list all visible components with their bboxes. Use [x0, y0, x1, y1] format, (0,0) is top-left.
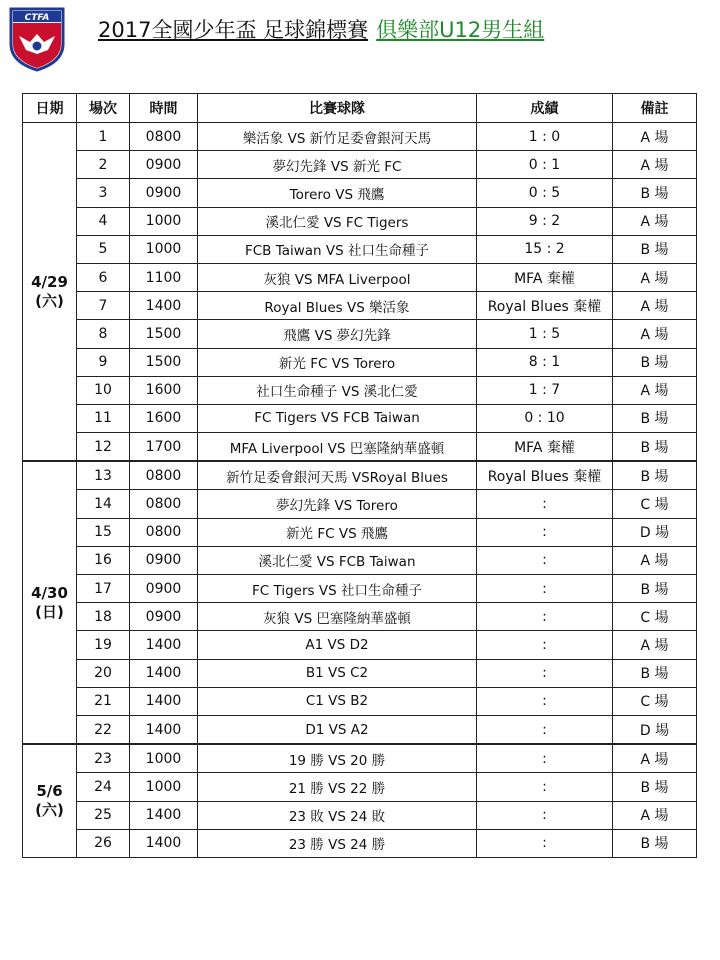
match-result-cell: : [477, 773, 613, 801]
table-row [23, 348, 697, 376]
table-row [23, 151, 697, 179]
match-teams-cell: 23 敗 VS 24 敗 [198, 801, 477, 829]
match-result-cell: : [477, 801, 613, 829]
match-teams-cell: Torero VS 飛鷹 [198, 179, 477, 207]
match-field-cell: A 場 [613, 207, 697, 235]
match-time-cell: 1400 [130, 829, 198, 857]
match-number-cell: 16 [77, 546, 130, 574]
match-teams-cell: A1 VS D2 [198, 631, 477, 659]
table-row [23, 687, 697, 715]
match-teams-cell: 新光 FC VS Torero [198, 348, 477, 376]
match-time-cell: 0800 [130, 123, 198, 151]
match-teams-cell: 溪北仁愛 VS FCB Taiwan [198, 546, 477, 574]
match-teams-cell: 夢幻先鋒 VS Torero [198, 490, 477, 518]
match-weekday: (日) [35, 602, 64, 621]
match-result-cell: : [477, 659, 613, 687]
match-result-cell: : [477, 546, 613, 574]
match-time-cell: 0800 [130, 490, 198, 518]
match-result-cell: 0 : 1 [477, 151, 613, 179]
table-row [23, 518, 697, 546]
match-result-cell: MFA 棄權 [477, 263, 613, 291]
match-result-cell: : [477, 744, 613, 773]
match-result-cell: 1 : 7 [477, 376, 613, 404]
match-teams-cell: FC Tigers VS FCB Taiwan [198, 404, 477, 432]
match-field-cell: D 場 [613, 715, 697, 744]
table-row [23, 773, 697, 801]
match-teams-cell: C1 VS B2 [198, 687, 477, 715]
match-field-cell: B 場 [613, 773, 697, 801]
table-row [23, 320, 697, 348]
match-time-cell: 1400 [130, 715, 198, 744]
match-time-cell: 1500 [130, 320, 198, 348]
column-header-result: 成績 [477, 94, 613, 123]
match-result-cell: 9 : 2 [477, 207, 613, 235]
match-number-cell: 18 [77, 603, 130, 631]
table-row [23, 575, 697, 603]
match-time-cell: 0900 [130, 546, 198, 574]
match-result-cell: Royal Blues 棄權 [477, 461, 613, 490]
table-row [23, 235, 697, 263]
match-field-cell: A 場 [613, 546, 697, 574]
match-field-cell: A 場 [613, 744, 697, 773]
match-field-cell: C 場 [613, 687, 697, 715]
svg-text:CTFA: CTFA [24, 13, 50, 23]
match-teams-cell: D1 VS A2 [198, 715, 477, 744]
match-number-cell: 3 [77, 179, 130, 207]
match-number-cell: 26 [77, 829, 130, 857]
match-result-cell: 8 : 1 [477, 348, 613, 376]
match-teams-cell: 21 勝 VS 22 勝 [198, 773, 477, 801]
match-result-cell: : [477, 687, 613, 715]
table-body [23, 123, 697, 858]
match-time-cell: 0900 [130, 603, 198, 631]
date-cell [23, 123, 77, 462]
table-row [23, 801, 697, 829]
match-field-cell: A 場 [613, 631, 697, 659]
match-number-cell: 12 [77, 433, 130, 462]
match-number-cell: 10 [77, 376, 130, 404]
table-row [23, 744, 697, 773]
match-result-cell: 0 : 5 [477, 179, 613, 207]
match-weekday: (六) [35, 801, 64, 819]
match-teams-cell: 19 勝 VS 20 勝 [198, 744, 477, 773]
match-teams-cell: 新光 FC VS 飛鷹 [198, 518, 477, 546]
table-row [23, 546, 697, 574]
match-result-cell: 1 : 5 [477, 320, 613, 348]
table-row [23, 179, 697, 207]
match-result-cell: 15 : 2 [477, 235, 613, 263]
match-field-cell: A 場 [613, 376, 697, 404]
match-teams-cell: 溪北仁愛 VS FC Tigers [198, 207, 477, 235]
table-row [23, 715, 697, 744]
match-number-cell: 24 [77, 773, 130, 801]
match-result-cell: : [477, 490, 613, 518]
table-row [23, 292, 697, 320]
match-schedule-table [22, 93, 697, 858]
match-number-cell: 5 [77, 235, 130, 263]
table-row [23, 123, 697, 151]
match-number-cell: 6 [77, 263, 130, 291]
tournament-title: 2017全國少年盃 足球錦標賽 [98, 18, 369, 42]
match-time-cell: 1500 [130, 348, 198, 376]
match-number-cell: 22 [77, 715, 130, 744]
match-time-cell: 1400 [130, 631, 198, 659]
match-field-cell: A 場 [613, 123, 697, 151]
match-time-cell: 1600 [130, 404, 198, 432]
match-number-cell: 9 [77, 348, 130, 376]
match-time-cell: 1400 [130, 687, 198, 715]
match-teams-cell: Royal Blues VS 樂活象 [198, 292, 477, 320]
match-field-cell: A 場 [613, 151, 697, 179]
page-title [98, 14, 544, 44]
column-header-time: 時間 [130, 94, 198, 123]
column-header-notes: 備註 [613, 94, 697, 123]
table-row [23, 829, 697, 857]
match-number-cell: 7 [77, 292, 130, 320]
page-header [0, 0, 720, 80]
match-result-cell: : [477, 518, 613, 546]
match-field-cell: B 場 [613, 461, 697, 490]
match-time-cell: 1400 [130, 801, 198, 829]
match-weekday: (六) [35, 291, 64, 310]
table-row [23, 263, 697, 291]
match-result-cell: : [477, 603, 613, 631]
table-row [23, 433, 697, 462]
match-number-cell: 20 [77, 659, 130, 687]
match-result-cell: MFA 棄權 [477, 433, 613, 462]
match-result-cell: 0 : 10 [477, 404, 613, 432]
match-teams-cell: 飛鷹 VS 夢幻先鋒 [198, 320, 477, 348]
match-time-cell: 1400 [130, 659, 198, 687]
match-time-cell: 1100 [130, 263, 198, 291]
match-result-cell: : [477, 575, 613, 603]
match-field-cell: C 場 [613, 603, 697, 631]
match-number-cell: 23 [77, 744, 130, 773]
match-date: 4/30 [31, 583, 68, 602]
match-field-cell: A 場 [613, 263, 697, 291]
match-field-cell: D 場 [613, 518, 697, 546]
match-number-cell: 25 [77, 801, 130, 829]
match-teams-cell: MFA Liverpool VS 巴塞隆納華盛頓 [198, 433, 477, 462]
match-number-cell: 13 [77, 461, 130, 490]
column-header-teams: 比賽球隊 [198, 94, 477, 123]
match-teams-cell: B1 VS C2 [198, 659, 477, 687]
match-field-cell: B 場 [613, 404, 697, 432]
match-number-cell: 21 [77, 687, 130, 715]
match-field-cell: B 場 [613, 659, 697, 687]
match-time-cell: 0800 [130, 461, 198, 490]
table-row [23, 207, 697, 235]
match-number-cell: 1 [77, 123, 130, 151]
table-row [23, 461, 697, 490]
match-result-cell: 1 : 0 [477, 123, 613, 151]
match-teams-cell: 23 勝 VS 24 勝 [198, 829, 477, 857]
match-date: 4/29 [31, 272, 68, 291]
match-teams-cell: 新竹足委會銀河天馬 VSRoyal Blues [198, 461, 477, 490]
match-time-cell: 1600 [130, 376, 198, 404]
match-field-cell: B 場 [613, 235, 697, 263]
table-row [23, 376, 697, 404]
match-field-cell: B 場 [613, 829, 697, 857]
match-number-cell: 4 [77, 207, 130, 235]
division-title: 俱樂部U12男生組 [376, 18, 545, 42]
ctfa-logo [8, 6, 66, 72]
table-row [23, 490, 697, 518]
match-time-cell: 1000 [130, 235, 198, 263]
match-number-cell: 17 [77, 575, 130, 603]
match-number-cell: 2 [77, 151, 130, 179]
match-number-cell: 11 [77, 404, 130, 432]
table-row [23, 404, 697, 432]
table-row [23, 659, 697, 687]
match-field-cell: B 場 [613, 179, 697, 207]
match-field-cell: A 場 [613, 320, 697, 348]
match-date: 5/6 [36, 782, 63, 801]
match-field-cell: A 場 [613, 801, 697, 829]
date-cell [23, 461, 77, 744]
match-result-cell: Royal Blues 棄權 [477, 292, 613, 320]
match-field-cell: B 場 [613, 348, 697, 376]
match-field-cell: A 場 [613, 292, 697, 320]
match-teams-cell: 夢幻先鋒 VS 新光 FC [198, 151, 477, 179]
match-teams-cell: 社口生命種子 VS 溪北仁愛 [198, 376, 477, 404]
match-time-cell: 0900 [130, 575, 198, 603]
match-time-cell: 0800 [130, 518, 198, 546]
match-teams-cell: 灰狼 VS MFA Liverpool [198, 263, 477, 291]
match-time-cell: 0900 [130, 151, 198, 179]
table-header-row [23, 94, 697, 123]
match-teams-cell: 灰狼 VS 巴塞隆納華盛頓 [198, 603, 477, 631]
match-time-cell: 1000 [130, 744, 198, 773]
match-number-cell: 19 [77, 631, 130, 659]
match-field-cell: B 場 [613, 575, 697, 603]
match-field-cell: C 場 [613, 490, 697, 518]
match-time-cell: 1000 [130, 207, 198, 235]
date-cell [23, 744, 77, 857]
match-teams-cell: FC Tigers VS 社口生命種子 [198, 575, 477, 603]
match-result-cell: : [477, 829, 613, 857]
match-number-cell: 8 [77, 320, 130, 348]
match-time-cell: 1000 [130, 773, 198, 801]
match-number-cell: 14 [77, 490, 130, 518]
table-row [23, 603, 697, 631]
column-header-date: 日期 [23, 94, 77, 123]
column-header-match-no: 場次 [77, 94, 130, 123]
match-teams-cell: FCB Taiwan VS 社口生命種子 [198, 235, 477, 263]
table-row [23, 631, 697, 659]
match-result-cell: : [477, 631, 613, 659]
match-field-cell: B 場 [613, 433, 697, 462]
match-teams-cell: 樂活象 VS 新竹足委會銀河天馬 [198, 123, 477, 151]
match-time-cell: 1700 [130, 433, 198, 462]
match-result-cell: : [477, 715, 613, 744]
match-time-cell: 1400 [130, 292, 198, 320]
match-time-cell: 0900 [130, 179, 198, 207]
match-number-cell: 15 [77, 518, 130, 546]
